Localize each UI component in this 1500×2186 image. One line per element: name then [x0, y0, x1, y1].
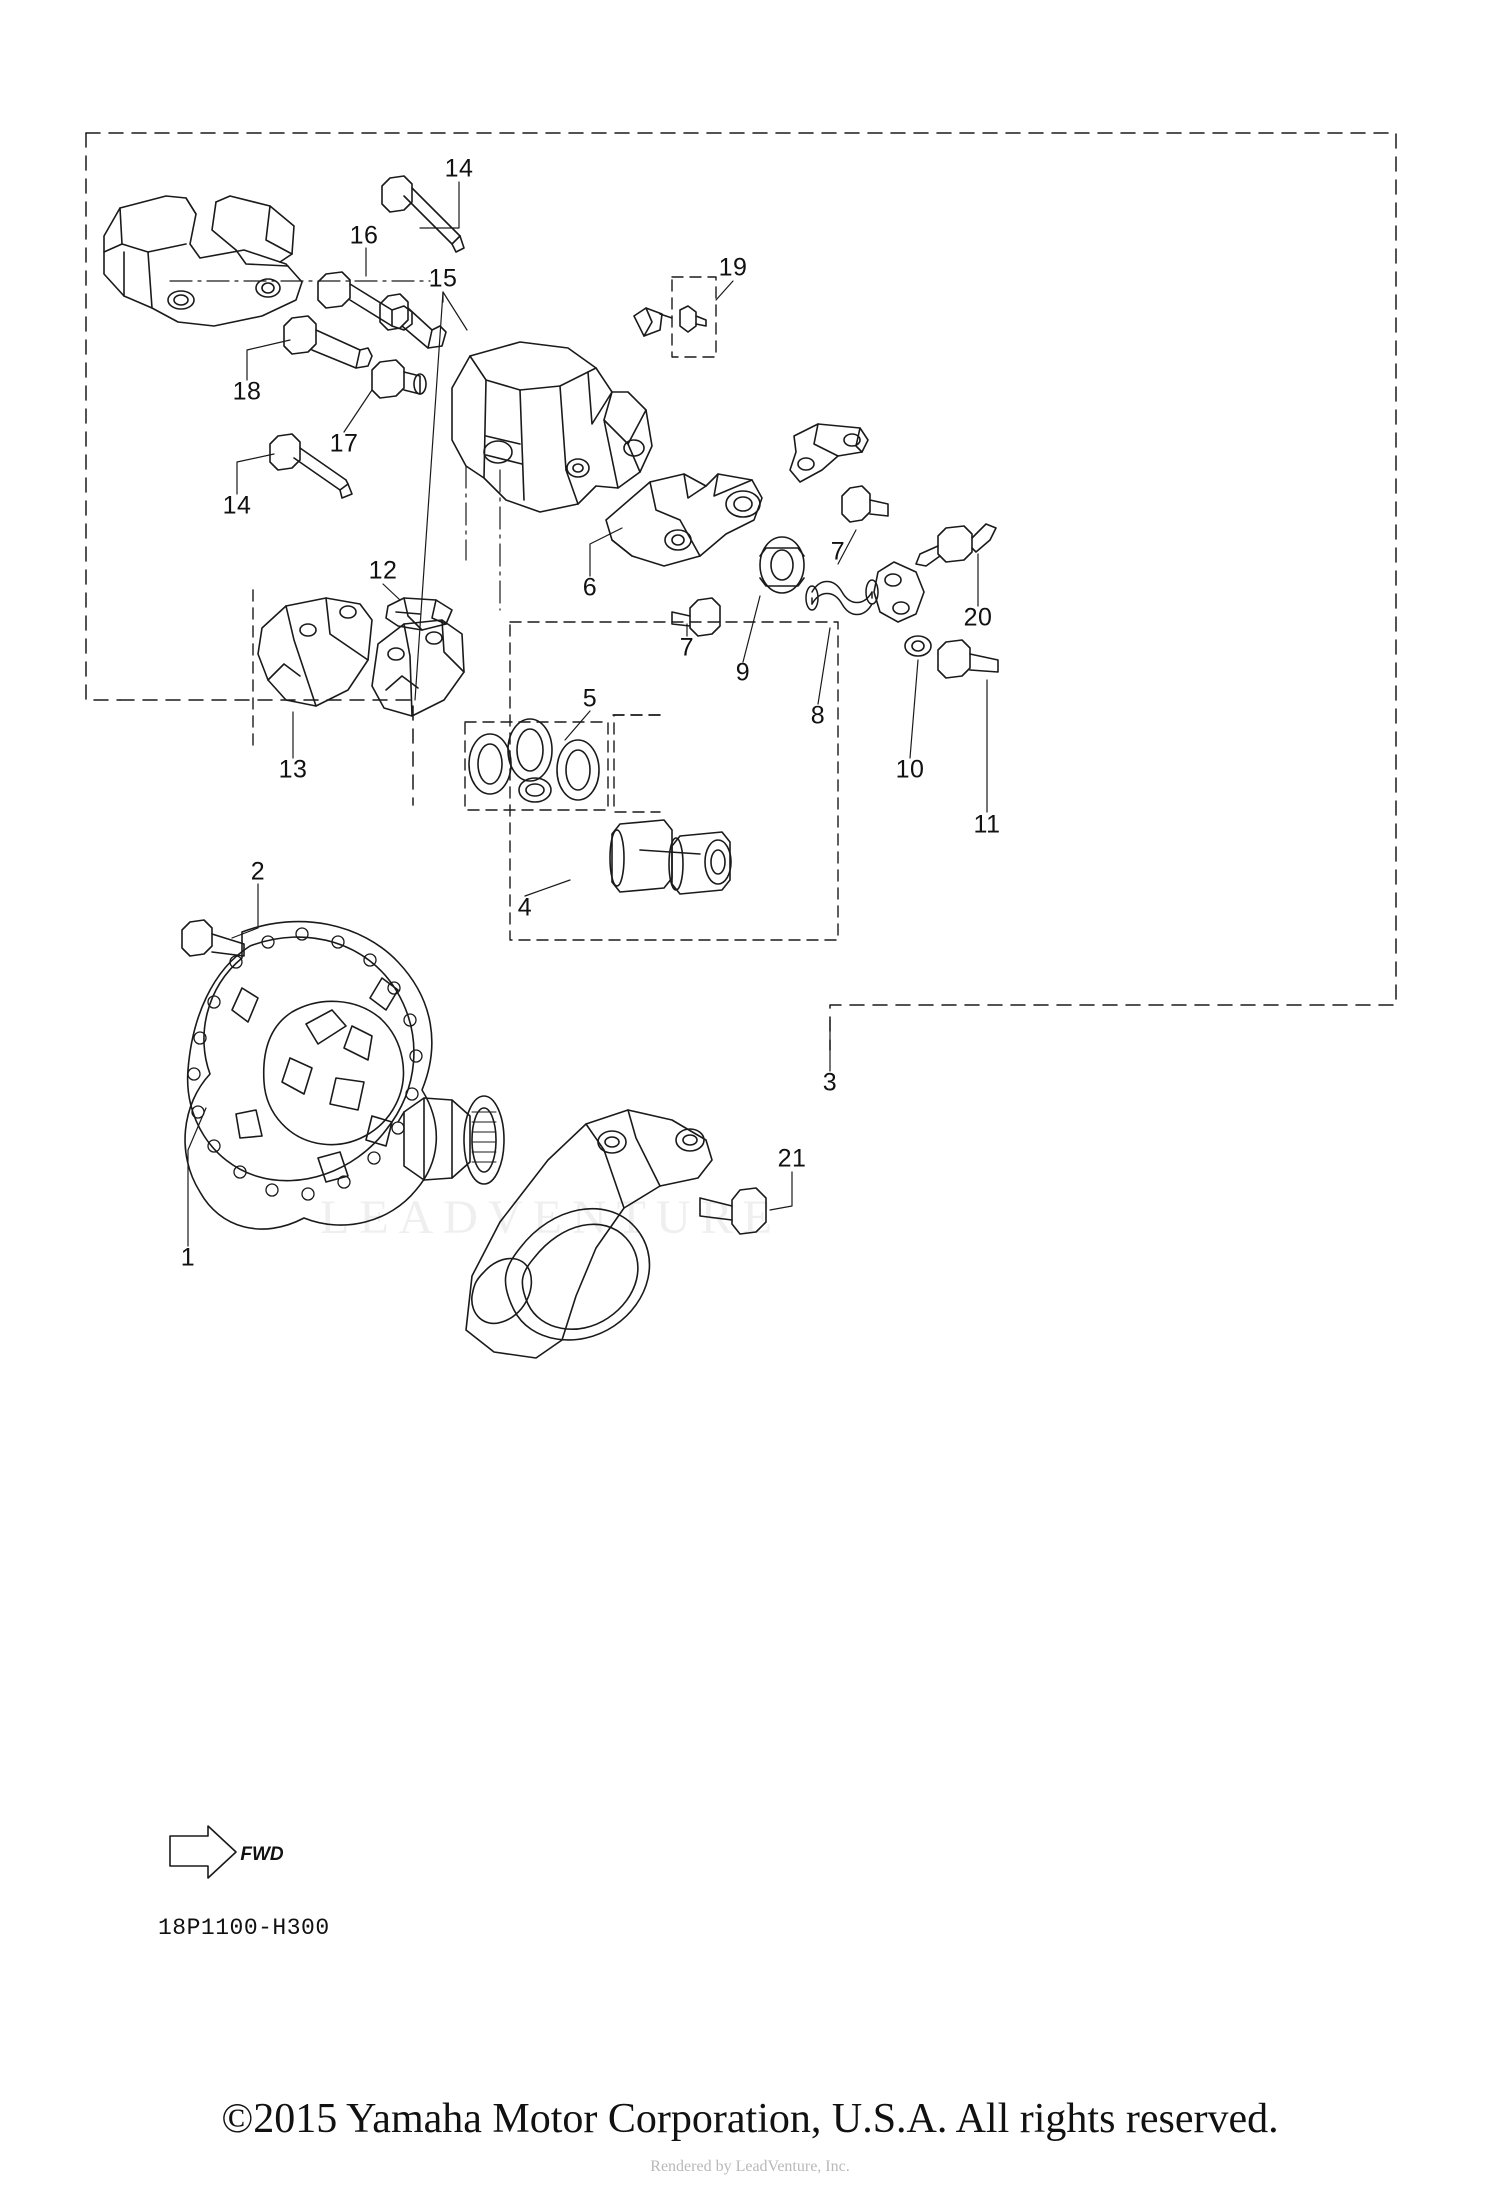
callout-number-4: 4 [517, 893, 533, 922]
callout-number-2: 2 [250, 857, 266, 886]
watermark: LEADVENTURE [320, 1191, 782, 1244]
callout-number-13: 13 [278, 755, 308, 784]
callout-number-19: 19 [718, 253, 748, 282]
callout-number-21: 21 [777, 1144, 807, 1173]
copyright-notice: ©2015 Yamaha Motor Corporation, U.S.A. All rights reserved. [221, 2096, 1279, 2142]
callout-number-14: 14 [222, 491, 252, 520]
callout-number-9: 9 [735, 658, 751, 687]
callout-number-18: 18 [232, 377, 262, 406]
callout-number-14: 14 [444, 154, 474, 183]
fwd-direction-label: FWD [240, 1844, 284, 1865]
callout-number-1: 1 [180, 1243, 196, 1272]
callout-number-10: 10 [895, 755, 925, 784]
callout-number-15: 15 [428, 264, 458, 293]
callout-number-16: 16 [349, 221, 379, 250]
callout-number-3: 3 [822, 1068, 838, 1097]
callout-number-6: 6 [582, 573, 598, 602]
render-credit: Rendered by LeadVenture, Inc. [650, 2158, 850, 2175]
part-number-code: 18P1100-H300 [158, 1915, 330, 1941]
callout-number-17: 17 [329, 429, 359, 458]
callout-number-20: 20 [963, 603, 993, 632]
callout-number-12: 12 [368, 556, 398, 585]
callout-number-8: 8 [810, 701, 826, 730]
callout-number-11: 11 [973, 810, 1001, 839]
callout-number-7: 7 [830, 537, 846, 566]
callout-number-5: 5 [582, 684, 598, 713]
callout-number-7: 7 [679, 633, 695, 662]
